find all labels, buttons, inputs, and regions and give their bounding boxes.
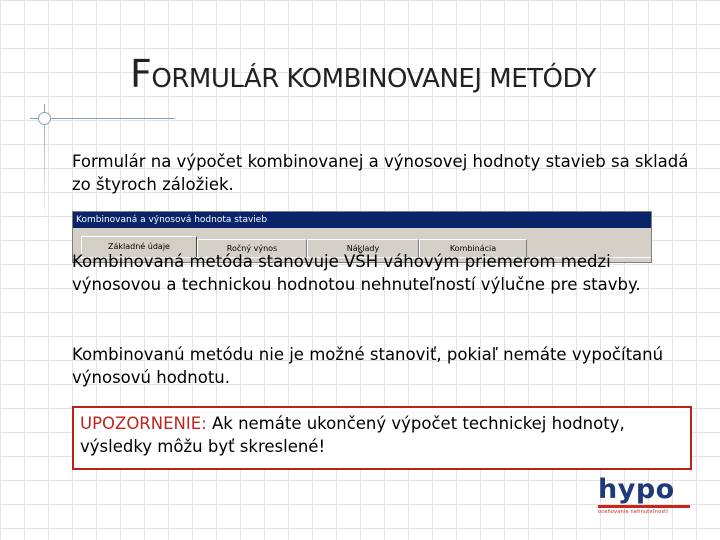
warning-box: [72, 406, 692, 470]
warning-text: Ak nemáte ukončený výpočet technickej hodnoty, výsledky môžu byť skreslené!: [80, 414, 625, 456]
tab-zakladne-udaje[interactable]: Základné údaje: [81, 236, 197, 259]
decorative-rule-horizontal: [30, 118, 175, 119]
paragraph-condition: Kombinovanú metódu nie je možné stanoviť, pokiaľ nemáte vypočítanú výnosovú hodnotu.: [72, 345, 664, 387]
hypo-logo: [598, 476, 698, 516]
slide-title: [130, 52, 690, 96]
tab-rocny-vynos[interactable]: Ročný výnos: [197, 239, 307, 258]
tab-kombinacia[interactable]: Kombinácia: [419, 239, 527, 258]
logo-word: hypo: [598, 474, 675, 505]
warning-label: UPOZORNENIE:: [80, 414, 207, 433]
paragraph-method: Kombinovaná metóda stanovuje VŠH váhovým priemerom medzi výnosovou a technickou hodnotou nehnuteľností výlučne pre stavby.: [72, 252, 641, 294]
tab-naklady[interactable]: Náklady: [307, 239, 419, 258]
paragraph-intro: Formulár na výpočet kombinovanej a výnosovej hodnoty stavieb sa skladá zo štyroch záložiek.: [72, 152, 689, 194]
form-window-title: Kombinovaná a výnosová hodnota stavieb: [73, 212, 651, 228]
title-rest: ORMULÁR KOMBINOVANEJ METÓDY: [151, 64, 596, 94]
title-initial: F: [130, 52, 152, 96]
decorative-circle: [38, 112, 51, 125]
logo-tagline: oceňovanie nehnuteľností: [598, 509, 669, 515]
